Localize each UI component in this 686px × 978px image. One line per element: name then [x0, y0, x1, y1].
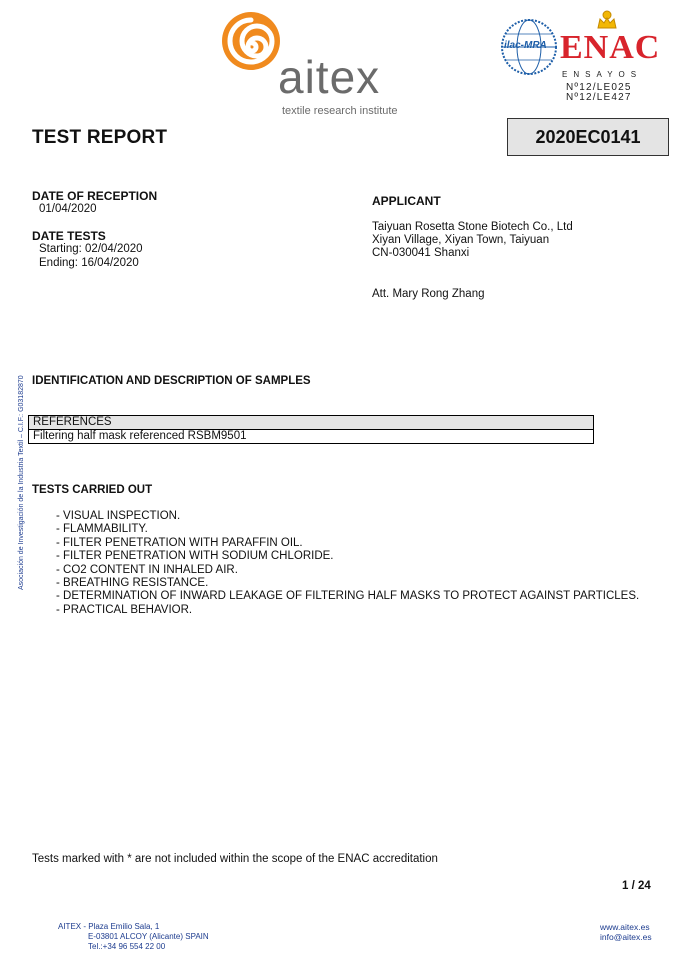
reception-date: 01/04/2020: [39, 203, 97, 215]
ilac-mra-logo: [500, 18, 558, 76]
footer-line-3: Tel.:+34 96 554 22 00: [88, 942, 166, 951]
accreditation-note: Tests marked with * are not included within the scope of the ENAC accreditation: [32, 853, 438, 865]
report-number: 2020EC0141: [507, 118, 669, 156]
enac-subtitle: ENSAYOS: [562, 70, 643, 79]
enac-cert-2: Nº12/LE427: [566, 92, 632, 103]
footer-address: [58, 922, 209, 952]
applicant-address-1: Xiyan Village, Xiyan Town, Taiyuan: [372, 234, 550, 246]
page-number: 1 / 24: [622, 880, 651, 892]
enac-cert-1: Nº12/LE025: [566, 82, 632, 93]
references-header: REFERENCES: [29, 416, 594, 430]
table-header-row: [29, 416, 594, 430]
samples-heading: IDENTIFICATION AND DESCRIPTION OF SAMPLES: [32, 375, 311, 387]
applicant-attention: Att. Mary Rong Zhang: [372, 288, 485, 300]
footer-line-1: AITEX - Plaza Emilio Sala, 1: [58, 922, 160, 931]
ilac-label: ilac-MRA: [504, 40, 547, 51]
references-table: [28, 415, 594, 444]
report-title: TEST REPORT: [32, 127, 168, 148]
reception-label: DATE OF RECEPTION: [32, 189, 158, 203]
aitex-tagline: textile research institute: [282, 105, 398, 117]
list-item: - CO2 CONTENT IN INHALED AIR.: [56, 563, 238, 576]
aitex-wordmark: aitex: [278, 51, 381, 103]
side-legal-text: Asociación de Investigación de la Industria Textil – C.I.F.: G03182870: [18, 375, 25, 590]
table-row: [29, 430, 594, 444]
list-item: - VISUAL INSPECTION.: [56, 510, 181, 522]
list-item: - DETERMINATION OF INWARD LEAKAGE OF FILTERING HALF MASKS TO PROTECT AGAINST PARTICLES.: [56, 590, 640, 603]
applicant-company: Taiyuan Rosetta Stone Biotech Co., Ltd: [372, 221, 573, 233]
crown-icon: [596, 10, 618, 30]
reference-cell: Filtering half mask referenced RSBM9501: [29, 430, 594, 444]
list-item: - FLAMMABILITY.: [56, 523, 148, 536]
list-item: - FILTER PENETRATION WITH PARAFFIN OIL.: [56, 536, 303, 549]
footer-contact: [600, 922, 652, 942]
enac-logo: [560, 10, 670, 103]
aitex-logo: [220, 10, 410, 118]
date-tests-ending: Ending: 16/04/2020: [39, 257, 139, 269]
footer-line-2: E-03801 ALCOY (Alicante) SPAIN: [88, 932, 209, 941]
footer-web-link[interactable]: www.aitex.es: [600, 922, 650, 932]
footer-email-link[interactable]: info@aitex.es: [600, 932, 652, 942]
list-item: - BREATHING RESISTANCE.: [56, 577, 209, 590]
date-tests-label: DATE TESTS: [32, 229, 106, 243]
tests-list: [56, 510, 639, 617]
enac-wordmark: ENAC: [560, 29, 661, 66]
aitex-spiral-icon: [220, 10, 282, 72]
applicant-label: APPLICANT: [372, 194, 441, 208]
tests-heading: TESTS CARRIED OUT: [32, 484, 153, 496]
list-item: - PRACTICAL BEHAVIOR.: [56, 603, 193, 616]
date-tests-starting: Starting: 02/04/2020: [39, 243, 143, 255]
list-item: - FILTER PENETRATION WITH SODIUM CHLORIDE.: [56, 550, 334, 563]
applicant-address-2: CN-030041 Shanxi: [372, 247, 470, 259]
